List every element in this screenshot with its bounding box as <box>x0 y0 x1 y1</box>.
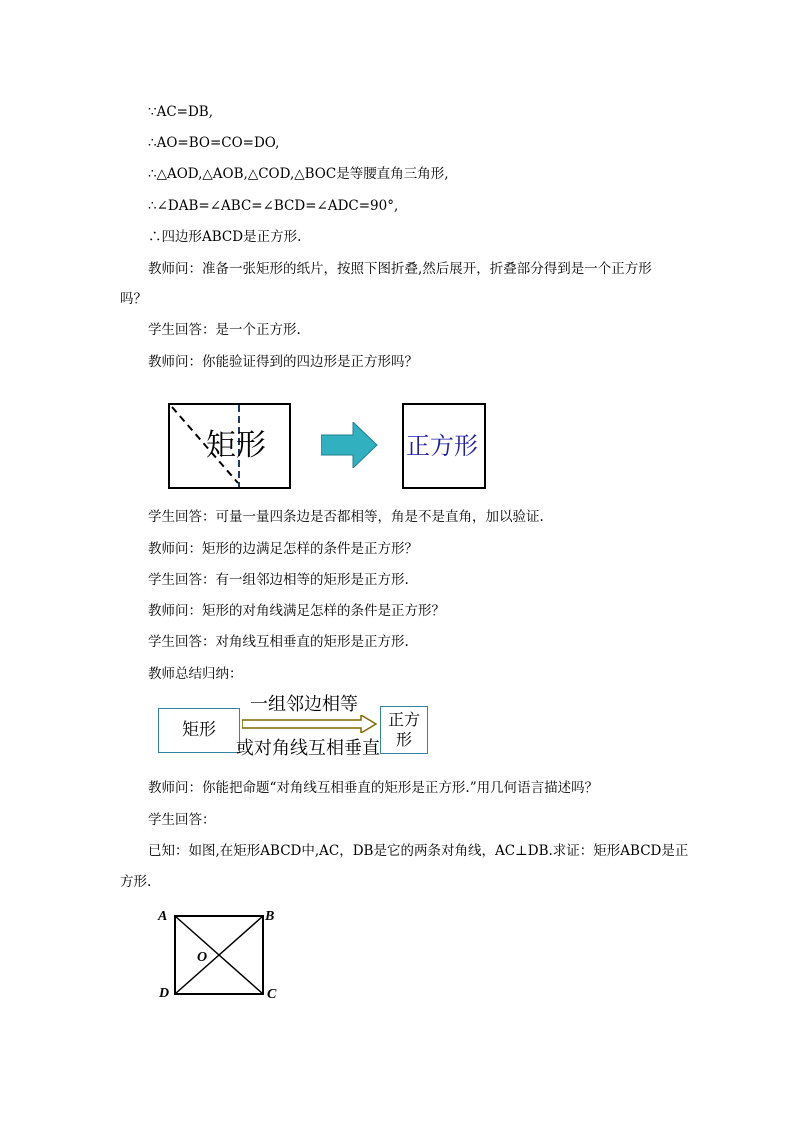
teacher-question-fold-cont: 吗？ <box>120 291 147 307</box>
bottom-condition: 或对角线互相垂直 <box>236 738 380 759</box>
square-box-line2: 形 <box>395 730 412 749</box>
proof-line-1: ∵AC=DB, <box>148 104 214 120</box>
square-label: 正方形 <box>406 432 478 460</box>
rectangle-box-label: 矩形 <box>182 720 216 740</box>
teacher-summary-heading: 教师总结归纳： <box>148 666 243 682</box>
student-answer-heading: 学生回答： <box>148 812 216 828</box>
vertex-label-a: A <box>158 909 168 924</box>
student-answer-sides: 学生回答：有一组邻边相等的矩形是正方形. <box>148 572 409 588</box>
proof-line-5: ∴四边形ABCD是正方形. <box>148 229 302 245</box>
teacher-question-diagonals: 教师问：矩形的对角线满足怎样的条件是正方形？ <box>148 603 445 619</box>
top-condition: 一组邻边相等 <box>250 694 358 715</box>
student-answer-diagonals: 学生回答：对角线互相垂直的矩形是正方形. <box>148 634 409 650</box>
summary-figure <box>158 694 433 764</box>
square-box <box>380 706 428 754</box>
center-label-o: O <box>197 950 208 965</box>
vertex-label-d: D <box>159 986 170 1001</box>
square-abcd-figure <box>155 906 290 1006</box>
teacher-question-verify: 教师问：你能验证得到的四边形是正方形吗？ <box>148 354 418 370</box>
teacher-question-sides: 教师问：矩形的边满足怎样的条件是正方形？ <box>148 541 418 557</box>
right-arrow-icon <box>321 422 379 468</box>
student-answer-square: 学生回答：是一个正方形. <box>148 322 301 338</box>
proof-line-3: ∴△AOD,△AOB,△COD,△BOC是等腰直角三角形, <box>148 166 449 182</box>
proof-line-4: ∴∠DAB=∠ABC=∠BCD=∠ADC=90°, <box>148 198 399 214</box>
square-box-line1: 正方 <box>387 710 420 729</box>
teacher-question-geometric: 教师问：你能把命题“对角线互相垂直的矩形是正方形.”用几何语言描述吗？ <box>148 780 599 796</box>
rectangle-label: 矩形 <box>206 428 266 463</box>
vertex-label-c: C <box>267 987 277 1002</box>
rectangle-box <box>158 708 240 753</box>
given-statement: 已知：如图,在矩形ABCD中,AC，DB是它的两条对角线，AC⊥DB.求证：矩形ABCD是正 <box>148 843 689 859</box>
student-answer-measure: 学生回答：可量一量四条边是否都相等，角是不是直角，加以验证. <box>148 509 544 525</box>
vertex-label-b: B <box>265 909 275 924</box>
fold-figure <box>168 403 488 489</box>
hollow-arrow-icon <box>242 715 377 733</box>
given-statement-cont: 方形. <box>120 874 152 890</box>
teacher-question-fold: 教师问：准备一张矩形的纸片，按照下图折叠,然后展开，折叠部分得到是一个正方形 <box>148 261 652 277</box>
proof-line-2: ∴AO=BO=CO=DO, <box>148 135 280 151</box>
